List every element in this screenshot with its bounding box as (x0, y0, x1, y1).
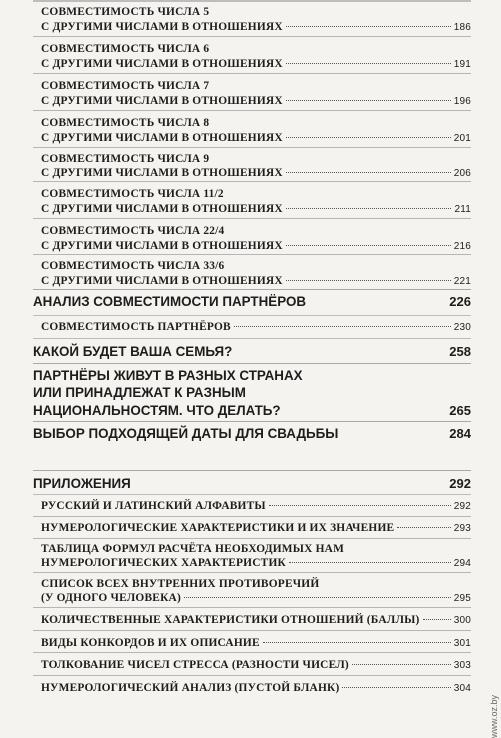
page-number: 284 (449, 426, 471, 441)
toc-appendix-formulas[interactable] (33, 539, 471, 573)
toc-section-partners-line2 (33, 385, 471, 401)
toc-entry-title: СОВМЕСТИМОСТЬ ЧИСЛА 33/6 (41, 260, 225, 272)
dot-leader (397, 527, 450, 528)
toc-entry-8[interactable] (33, 113, 471, 148)
dot-leader (342, 687, 450, 688)
toc-entry-title: СОВМЕСТИМОСТЬ ЧИСЛА 5 (41, 6, 210, 18)
section-title: АНАЛИЗ СОВМЕСТИМОСТИ ПАРТНЁРОВ (33, 294, 307, 309)
toc-entry-title: РУССКИЙ И ЛАТИНСКИЙ АЛФАВИТЫ (41, 500, 266, 512)
toc-entry-subtitle-line (41, 20, 471, 35)
section-title: ПРИЛОЖЕНИЯ (33, 476, 131, 491)
toc-appendix-characteristics[interactable] (33, 516, 471, 539)
page-number: 265 (449, 403, 471, 418)
page-number: 300 (453, 615, 471, 626)
toc-entry-line (41, 658, 471, 673)
page-number: 258 (449, 344, 471, 359)
page-number: 201 (453, 133, 471, 144)
toc-entry-title: СОВМЕСТИМОСТЬ ЧИСЛА 8 (41, 117, 210, 129)
toc-section-partners-line3 (33, 403, 471, 419)
toc-entry-subtitle: С ДРУГИМИ ЧИСЛАМИ В ОТНОШЕНИЯХ (41, 240, 283, 252)
toc-section-analysis[interactable] (33, 294, 471, 310)
toc-entry-subtitle-line (41, 94, 471, 109)
toc-entry-title: СОВМЕСТИМОСТЬ ЧИСЛА 6 (41, 43, 210, 55)
toc-entry-title: СОВМЕСТИМОСТЬ ПАРТНЁРОВ (41, 321, 231, 333)
section-title: ПАРТНЁРЫ ЖИВУТ В РАЗНЫХ СТРАНАХ (33, 368, 303, 383)
toc-entry-5[interactable] (33, 2, 471, 37)
toc-entry-subtitle: С ДРУГИМИ ЧИСЛАМИ В ОТНОШЕНИЯХ (41, 58, 283, 70)
section-title: КАКОЙ БУДЕТ ВАША СЕМЬЯ? (33, 344, 233, 359)
page-number: 293 (453, 523, 471, 534)
page-number: 295 (453, 593, 471, 604)
toc-entry-title: КОЛИЧЕСТВЕННЫЕ ХАРАКТЕРИСТИКИ ОТНОШЕНИЙ (БАЛЛЫ) (41, 614, 420, 626)
section-divider (33, 470, 471, 471)
toc-section-partners-line1[interactable] (33, 368, 471, 384)
watermark: www.oz.by (489, 695, 499, 738)
dot-leader (286, 208, 452, 209)
toc-entry-subtitle: С ДРУГИМИ ЧИСЛАМИ В ОТНОШЕНИЯХ (41, 275, 283, 287)
toc-appendix-concords[interactable] (33, 631, 471, 653)
toc-entry-22-4[interactable] (33, 219, 471, 255)
toc-entry-subtitle: С ДРУГИМИ ЧИСЛАМИ В ОТНОШЕНИЯХ (41, 132, 283, 144)
toc-entry-partner-compat[interactable] (33, 315, 471, 339)
dot-leader (286, 63, 451, 64)
toc-entry-subtitle: С ДРУГИМИ ЧИСЛАМИ В ОТНОШЕНИЯХ (41, 167, 283, 179)
section-divider (33, 421, 471, 422)
toc-entry-subtitle-line (41, 239, 471, 254)
toc-entry-subtitle-line (41, 202, 471, 217)
dot-leader (286, 26, 451, 27)
page-number: 206 (453, 168, 471, 179)
toc-entry-subtitle: С ДРУГИМИ ЧИСЛАМИ В ОТНОШЕНИЯХ (41, 21, 283, 33)
dot-leader (286, 245, 451, 246)
toc-entry-line (41, 521, 471, 536)
toc-entry-title-cont: (У ОДНОГО ЧЕЛОВЕКА) (41, 592, 181, 604)
page-number: 226 (449, 294, 471, 309)
page-number: 216 (453, 241, 471, 252)
page-number: 196 (453, 96, 471, 107)
toc-entry-subtitle-line (41, 131, 471, 146)
page-number: 186 (453, 22, 471, 33)
toc-appendix-scores[interactable] (33, 608, 471, 631)
page-number: 230 (453, 322, 471, 333)
toc-entry-subtitle: С ДРУГИМИ ЧИСЛАМИ В ОТНОШЕНИЯХ (41, 95, 283, 107)
toc-entry-line (41, 556, 471, 571)
section-divider (33, 289, 471, 290)
page-number: 301 (453, 638, 471, 649)
toc-entry-title: СОВМЕСТИМОСТЬ ЧИСЛА 11/2 (41, 188, 224, 200)
toc-entry-title: ТАБЛИЦА ФОРМУЛ РАСЧЁТА НЕОБХОДИМЫХ НАМ (41, 543, 345, 555)
toc-section-family[interactable] (33, 344, 471, 360)
dot-leader (289, 562, 451, 563)
toc-section-wedding[interactable] (33, 426, 471, 442)
toc-entry-subtitle: С ДРУГИМИ ЧИСЛАМИ В ОТНОШЕНИЯХ (41, 203, 283, 215)
section-title: ВЫБОР ПОДХОДЯЩЕЙ ДАТЫ ДЛЯ СВАДЬБЫ (33, 426, 339, 441)
dot-leader (286, 280, 451, 281)
toc-entry-title-cont: НУМЕРОЛОГИЧЕСКИХ ХАРАКТЕРИСТИК (41, 557, 286, 569)
toc-entry-line (41, 591, 471, 606)
toc-entry-6[interactable] (33, 39, 471, 74)
toc-entry-title: ТОЛКОВАНИЕ ЧИСЕЛ СТРЕССА (РАЗНОСТИ ЧИСЕЛ) (41, 659, 349, 671)
toc-entry-title: СОВМЕСТИМОСТЬ ЧИСЛА 9 (41, 153, 210, 165)
toc-appendix-stress[interactable] (33, 653, 471, 676)
dot-leader (423, 619, 451, 620)
dot-leader (263, 642, 451, 643)
page-number: 211 (454, 204, 471, 215)
section-divider (33, 363, 471, 364)
dot-leader (184, 597, 451, 598)
toc-entry-title: НУМЕРОЛОГИЧЕСКИЕ ХАРАКТЕРИСТИКИ И ИХ ЗНАЧЕНИЕ (41, 522, 395, 534)
toc-entry-title: СОВМЕСТИМОСТЬ ЧИСЛА 7 (41, 80, 210, 92)
dot-leader (286, 100, 451, 101)
page-number: 294 (453, 558, 471, 569)
page-number: 191 (453, 59, 471, 70)
section-title: НАЦИОНАЛЬНОСТЯМ. ЧТО ДЕЛАТЬ? (33, 403, 281, 418)
dot-leader (286, 137, 451, 138)
toc-entry-line (41, 613, 471, 628)
toc-entry-11-2[interactable] (33, 183, 471, 219)
toc-entry-title: ВИДЫ КОНКОРДОВ И ИХ ОПИСАНИЕ (41, 637, 260, 649)
toc-entry-line (41, 636, 471, 651)
toc-entry-subtitle-line (41, 274, 471, 289)
toc-entry-title: СОВМЕСТИМОСТЬ ЧИСЛА 22/4 (41, 225, 225, 237)
toc-entry-title: СПИСОК ВСЕХ ВНУТРЕННИХ ПРОТИВОРЕЧИЙ (41, 578, 320, 590)
toc-section-appendix[interactable] (33, 476, 471, 492)
section-title: ИЛИ ПРИНАДЛЕЖАТ К РАЗНЫМ (33, 385, 246, 400)
toc-appendix-contradictions[interactable] (33, 573, 471, 608)
toc-entry-title: НУМЕРОЛОГИЧЕСКИЙ АНАЛИЗ (ПУСТОЙ БЛАНК) (41, 682, 340, 694)
dot-leader (286, 172, 451, 173)
page-number: 292 (453, 501, 471, 512)
toc-entry-9[interactable] (33, 147, 471, 182)
toc-entry-subtitle-line (41, 57, 471, 72)
page-number: 303 (453, 660, 471, 671)
dot-leader (269, 505, 451, 506)
toc-appendix-blank[interactable] (33, 676, 471, 698)
toc-entry-line (41, 499, 471, 514)
page-number: 221 (453, 276, 471, 287)
dot-leader (352, 664, 451, 665)
page-number: 304 (453, 683, 471, 694)
toc-entry-33-6[interactable] (33, 254, 471, 288)
page-number: 292 (449, 476, 471, 491)
toc-entry-line (41, 681, 471, 696)
toc-entry-line (41, 320, 471, 335)
dot-leader (234, 326, 451, 327)
toc-appendix-alphabets[interactable] (33, 494, 471, 517)
toc-entry-subtitle-line (41, 166, 471, 181)
toc-entry-7[interactable] (33, 76, 471, 111)
